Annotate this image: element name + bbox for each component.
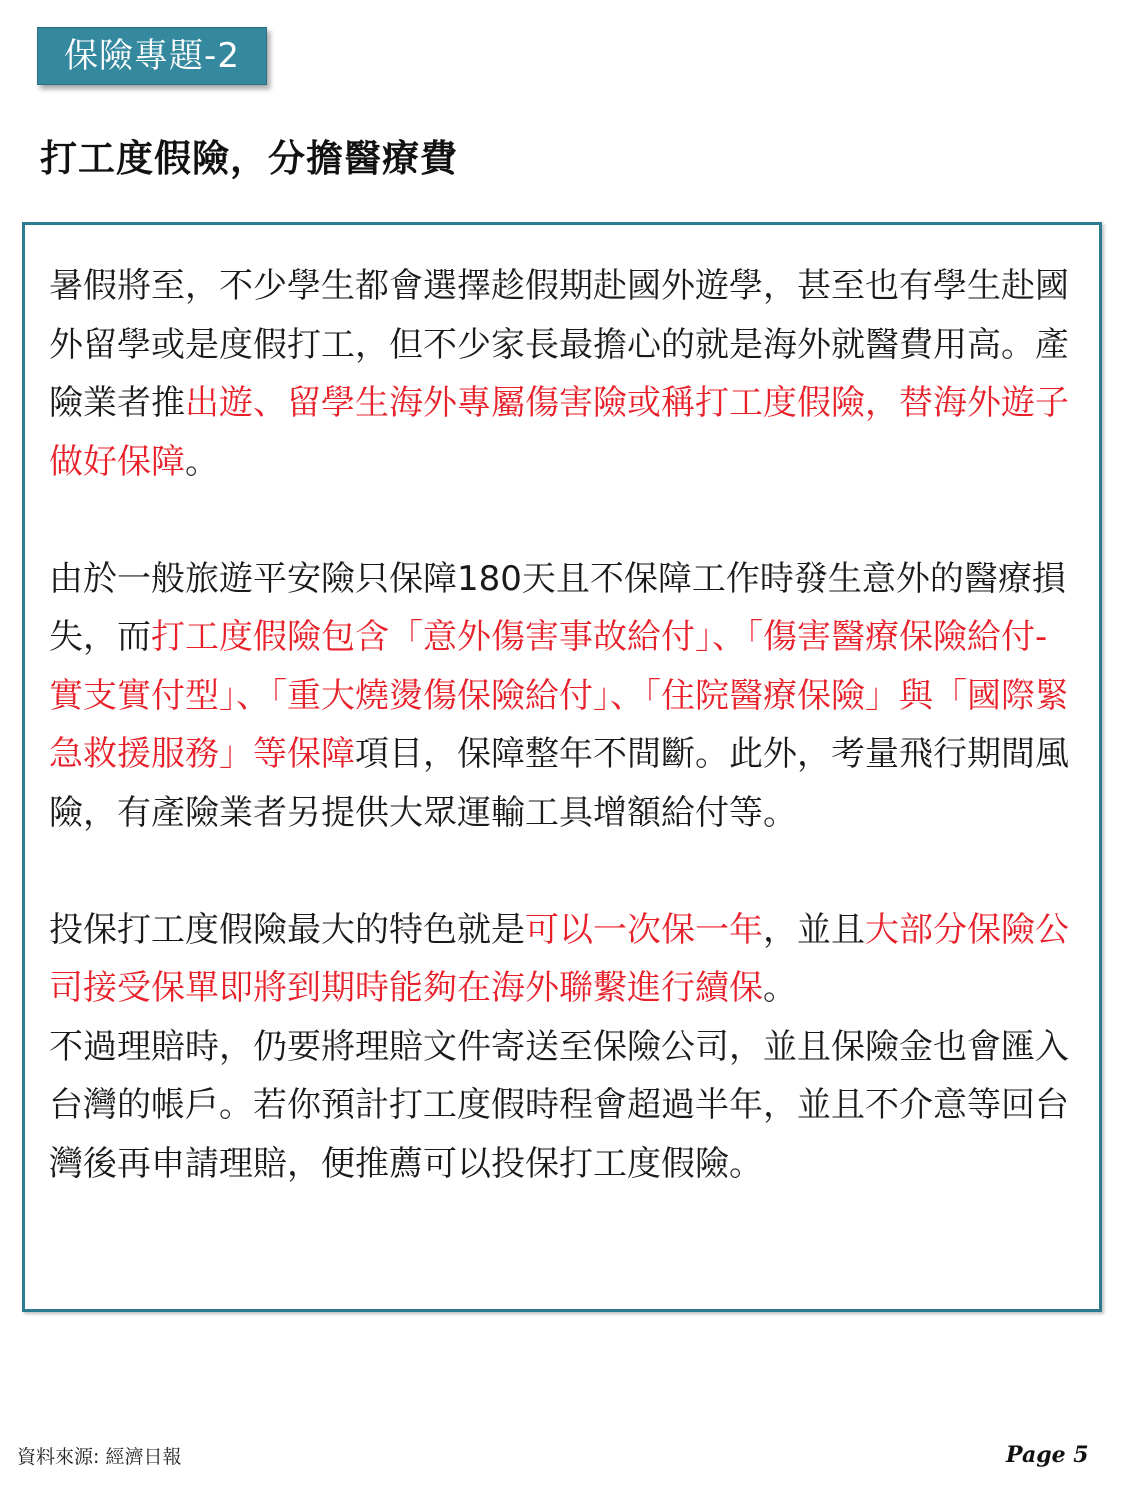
paragraph-gap [49,842,1081,901]
paragraph-gap [49,491,1081,550]
article-box [22,222,1102,1312]
page-number: Page 5 [1006,1442,1089,1468]
body-text: 項目，保障整年不間斷。此外，考量飛行期間風險，有產險業者另提供大眾運輸工具增額給付等。 [49,734,1069,833]
highlighted-text: 打工度假險包含「意外傷害事故給付」、「傷害醫療保險給付-實支實付型」、「重大燒燙傷保險給付」、「住院醫療保險」與「國際緊急救援服務」等保障 [49,617,1069,774]
body-text: 由於一般旅遊平安險只保障180天且不保障工作時發生意外的醫療損失，而 [49,558,1066,657]
paragraph-4 [49,1018,1081,1194]
highlighted-text: 可以一次保一年 [525,909,763,950]
body-text: 不過理賠時，仍要將理賠文件寄送至保險公司，並且保險金也會匯入台灣的帳戶。若你預計打工度假時程會超過半年，並且不介意等回台灣後再申請理賠，便推薦可以投保打工度假險。 [49,1026,1069,1184]
source-note: 資料來源: 經濟日報 [17,1446,182,1468]
body-text: 暑假將至，不少學生都會選擇趁假期赴國外遊學，甚至也有學生赴國外留學或是度假打工，但不少家長最擔心的就是海外就醫費用高。產險業者推 [49,266,1069,423]
body-text: 。 [185,441,219,482]
highlighted-text: 大部分保險公司接受保單即將到期時能夠在海外聯繫進行續保 [49,909,1069,1008]
body-text: ，並且 [763,909,865,950]
body-text: 。 [763,968,797,1008]
page-title: 打工度假險，分擔醫療費 [40,137,458,180]
paragraph-3 [49,901,1081,1018]
highlighted-text: 出遊、留學生海外專屬傷害險或稱打工度假險，替海外遊子做好保障 [49,383,1069,482]
body-text: 投保打工度假險最大的特色就是 [49,909,525,950]
paragraph-2 [49,550,1081,843]
topic-tag: 保險專題-2 [37,27,267,85]
paragraph-1 [49,257,1081,491]
